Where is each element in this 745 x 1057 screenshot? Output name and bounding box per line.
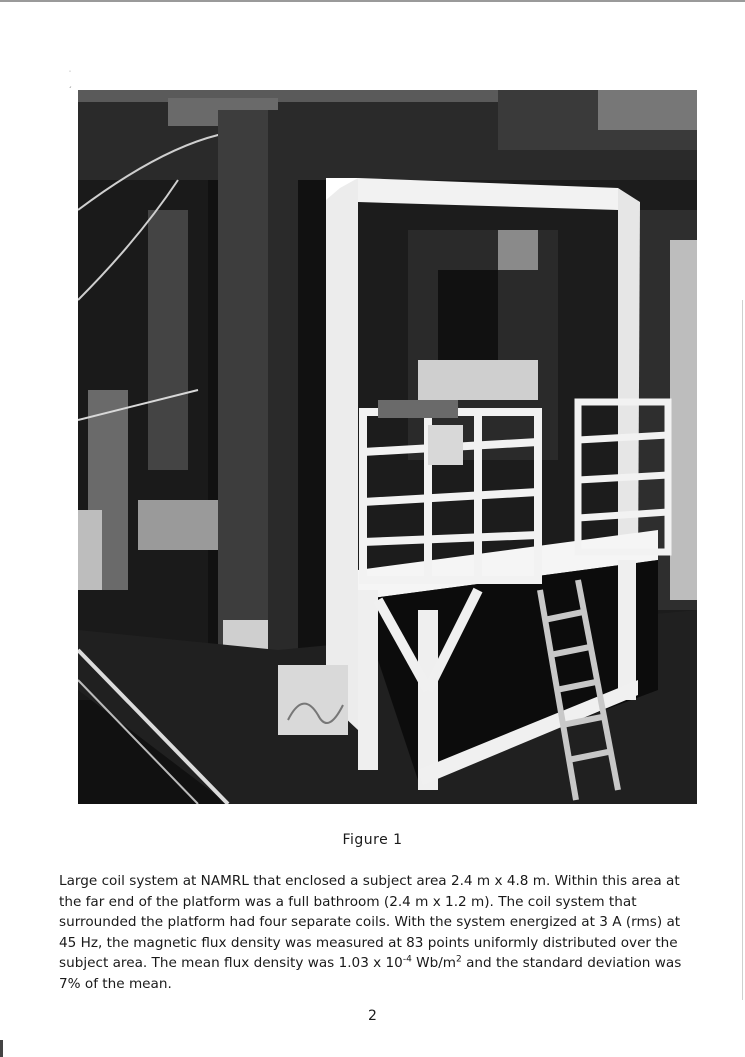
- coil-system-photo: [78, 90, 697, 804]
- figure-photo: [78, 90, 697, 804]
- figure-title: Figure 1: [342, 832, 403, 848]
- right-scan-edge: [742, 300, 743, 1000]
- figure-caption: [59, 871, 699, 995]
- caption-text-3: and the standard deviation was 7% of the mean.: [59, 955, 682, 992]
- scan-speck: ˙ ˏ: [68, 70, 72, 88]
- caption-exponent-2: 2: [456, 954, 462, 965]
- caption-text-2: Wb/m: [411, 955, 457, 972]
- caption-text-1: Large coil system at NAMRL that enclosed a subject area 2.4 m x 4.8 m. Within this area at the far end of the platform was a full bathroom (2.4 m x 1.2 m). The coil system that surrounded the platform had four separate coils. With the system energized at 3 A (rms) at 45 Hz, the magnetic flux density was measured at 83 points uniformly distributed over the subject area. The mean flux density was 1.03 x 10: [59, 873, 681, 972]
- caption-exponent-1: -4: [402, 954, 412, 965]
- left-scan-mark: [0, 1040, 3, 1057]
- top-scan-edge: [0, 0, 745, 2]
- page-number: 2: [368, 1008, 377, 1024]
